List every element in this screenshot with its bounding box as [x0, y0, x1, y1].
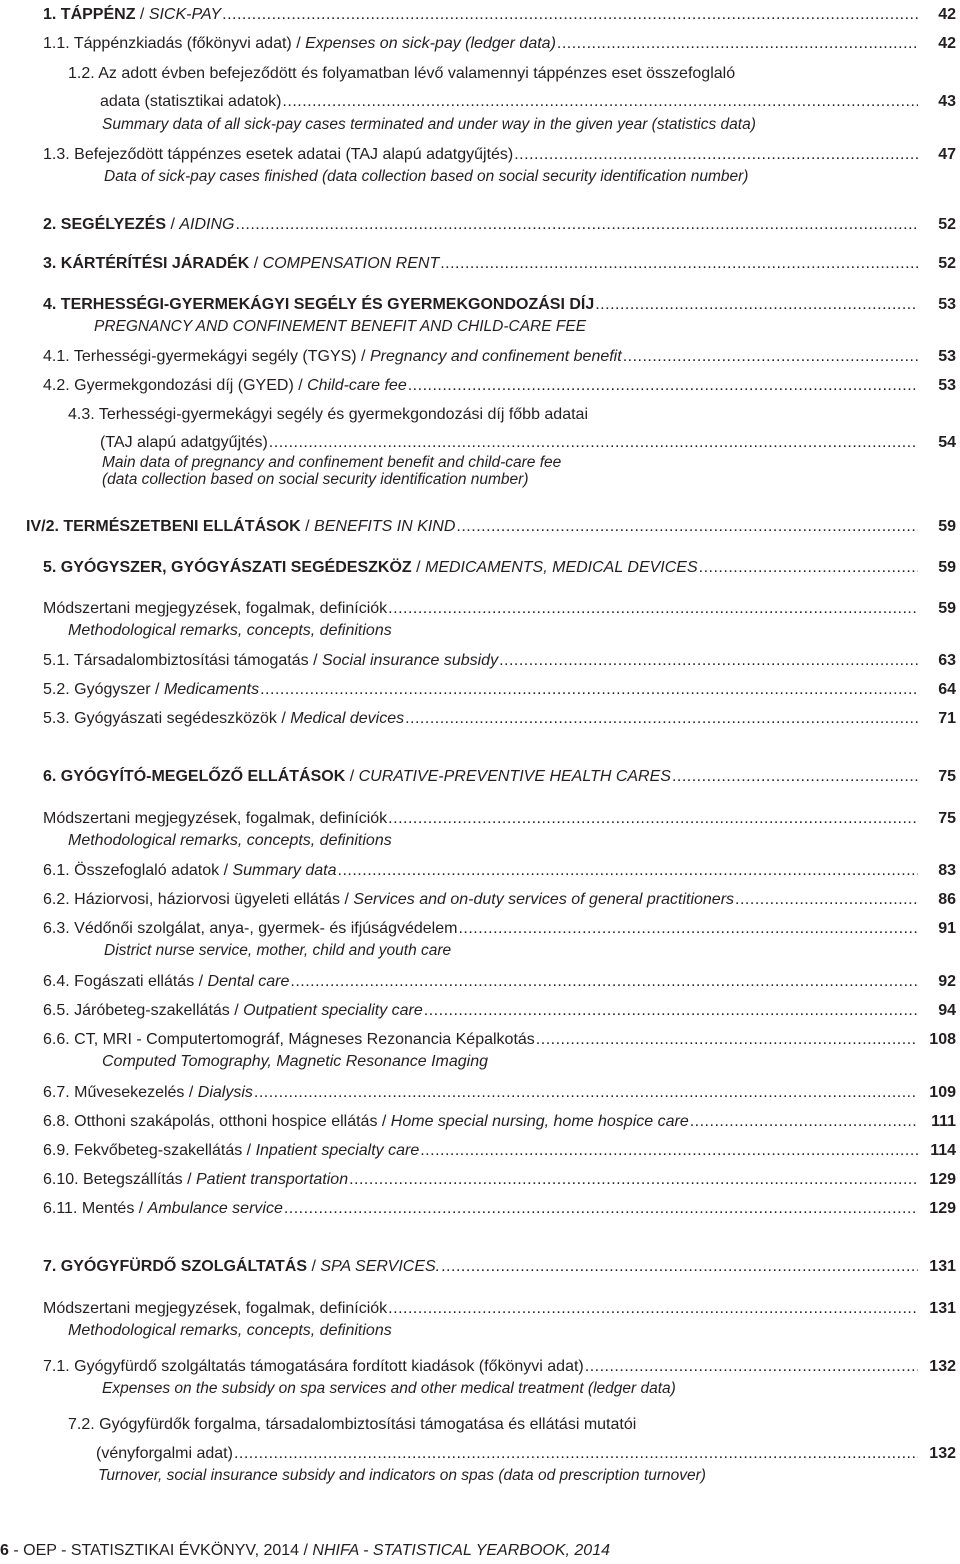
toc-title-en: Inpatient specialty care	[255, 1142, 420, 1159]
toc-page-number: 92	[938, 973, 956, 990]
toc-entry[interactable]: IV/2. TERMÉSZETBENI ELLÁTÁSOK / BENEFITS IN KIND ..... 59	[0, 517, 960, 537]
toc-entry[interactable]: 4.2. Gyermekgondozási díj (GYED) / Child-care fee ..... 53	[0, 376, 960, 396]
toc-title-hu: Mentés	[81, 1200, 135, 1217]
toc-number: 6.1.	[43, 862, 70, 879]
toc-page-number: 75	[938, 768, 956, 785]
toc-page-number: 53	[938, 348, 956, 365]
toc-entry[interactable]	[0, 295, 960, 315]
toc-number: 1.1.	[43, 35, 70, 52]
toc-title-hu: Összefoglaló adatok	[74, 862, 220, 879]
toc-title-en: PREGNANCY AND CONFINEMENT BENEFIT AND CHILD-CARE FEE	[94, 318, 587, 335]
toc-page-number: 109	[929, 1084, 956, 1101]
toc-title-en: Dental care	[207, 973, 290, 990]
toc-page-number: 132	[929, 1445, 956, 1462]
toc-entry-en	[0, 167, 960, 187]
toc-title-hu: Befejeződött táppénzes esetek adatai (TAJ alapú adatgyűjtés)	[74, 146, 514, 163]
toc-entry[interactable]	[0, 1299, 960, 1319]
toc-title-en: Ambulance service	[147, 1200, 283, 1217]
toc-title-hu-cont: (TAJ alapú adatgyűjtés)	[100, 434, 268, 451]
toc-number: 5.	[43, 559, 57, 576]
toc-page-number: 86	[938, 891, 956, 908]
toc-entry-line2[interactable]	[0, 92, 960, 112]
toc-page-number: 111	[931, 1113, 956, 1130]
toc-entry[interactable]: 6.10. Betegszállítás / Patient transportation ..... 129	[0, 1170, 960, 1190]
toc-title-hu: GYÓGYSZER, GYÓGYÁSZATI SEGÉDESZKÖZ	[60, 559, 412, 576]
toc-title-hu: Táppénzkiadás (főkönyvi adat)	[73, 35, 292, 52]
toc-title-hu: Módszertani megjegyzések, fogalmak, definíciók	[43, 1300, 388, 1317]
toc-title-en: Medicaments	[163, 681, 260, 698]
toc-entry-en	[0, 115, 960, 135]
toc-number: 4.2.	[43, 377, 70, 394]
toc-number: 4.	[43, 296, 57, 313]
toc-page-number: 132	[929, 1358, 956, 1375]
toc-entry[interactable]: 2. SEGÉLYEZÉS / AIDING ..... 52	[0, 215, 960, 235]
toc-number: 7.2.	[68, 1416, 95, 1433]
toc-page-number: 47	[938, 146, 956, 163]
toc-number: 6.6.	[43, 1031, 70, 1048]
toc-title-hu: KÁRTÉRÍTÉSI JÁRADÉK	[60, 255, 250, 272]
toc-page-number: 71	[938, 710, 956, 727]
toc-title-en: COMPENSATION RENT	[262, 255, 440, 272]
toc-title-en: Expenses on the subsidy on spa services and other medical treatment (ledger data)	[102, 1380, 676, 1397]
toc-title-hu: Gyógyszer	[74, 681, 151, 698]
toc-title-en: Computed Tomography, Magnetic Resonance Imaging	[102, 1053, 488, 1070]
toc-title-hu: Gyógyfürdő szolgáltatás támogatására fordított kiadások (főkönyvi adat)	[74, 1358, 584, 1375]
toc-title-en: SPA SERVICES.	[320, 1258, 441, 1275]
toc-entry[interactable]: 6.1. Összefoglaló adatok / Summary data ..... 83	[0, 861, 960, 881]
footer-title-hu: OEP - STATISZTIKAI ÉVKÖNYV, 2014	[23, 1542, 300, 1559]
toc-entry[interactable]: 6. GYÓGYÍTÓ-MEGELŐZŐ ELLÁTÁSOK / CURATIVE-PREVENTIVE HEALTH CARES ..... 75	[0, 767, 960, 787]
toc-number: 7.	[43, 1258, 57, 1275]
toc-entry-line1[interactable]	[0, 64, 960, 84]
toc-number: 6.8.	[43, 1113, 70, 1130]
toc-title-hu: Háziorvosi, háziorvosi ügyeleti ellátás	[74, 891, 341, 908]
toc-page-number: 53	[938, 296, 956, 313]
toc-page-number: 108	[929, 1031, 956, 1048]
toc-number: 1.	[43, 6, 57, 23]
toc-page-number: 59	[938, 600, 956, 617]
toc-title-en: Pregnancy and confinement benefit	[369, 348, 622, 365]
toc-entry[interactable]: 6.7. Művesekezelés / Dialysis ..... 109	[0, 1083, 960, 1103]
toc-entry-en	[0, 831, 960, 851]
toc-title-en: Summary data of all sick-pay cases terminated and under way in the given year (statistics data)	[102, 116, 756, 133]
toc-entry[interactable]	[0, 599, 960, 619]
toc-number: 6.4.	[43, 973, 70, 990]
toc-entry[interactable]: 6.8. Otthoni szakápolás, otthoni hospice ellátás / Home special nursing, home hospice care ..... 111	[0, 1112, 960, 1132]
toc-title-en: SICK-PAY	[148, 6, 222, 23]
toc-title-en: Expenses on sick-pay (ledger data)	[305, 35, 556, 52]
toc-title-hu: TÁPPÉNZ	[60, 6, 136, 23]
toc-number: 6.3.	[43, 920, 70, 937]
toc-title-en: Methodological remarks, concepts, definitions	[68, 622, 392, 639]
toc-title-hu: Otthoni szakápolás, otthoni hospice ellátás	[74, 1113, 378, 1130]
toc-title-hu: Művesekezelés	[74, 1084, 185, 1101]
toc-page-number: 129	[929, 1171, 956, 1188]
toc-page-number: 43	[938, 93, 956, 110]
toc-title-en: BENEFITS IN KIND	[314, 518, 456, 535]
toc-entry[interactable]: 6.5. Járóbeteg-szakellátás / Outpatient speciality care ..... 94	[0, 1001, 960, 1021]
toc-title-hu: Járóbeteg-szakellátás	[74, 1002, 230, 1019]
toc-entry[interactable]: 7. GYÓGYFÜRDŐ SZOLGÁLTATÁS / SPA SERVICES. ..... 131	[0, 1257, 960, 1277]
toc-number: 1.3.	[43, 146, 70, 163]
toc-title-en: Methodological remarks, concepts, definitions	[68, 1322, 392, 1339]
toc-entry[interactable]	[0, 145, 960, 165]
toc-entry[interactable]: 3. KÁRTÉRÍTÉSI JÁRADÉK / COMPENSATION RENT ..... 52	[0, 254, 960, 274]
toc-page-number: 129	[929, 1200, 956, 1217]
toc-title-en: Outpatient speciality care	[243, 1002, 423, 1019]
toc-title-en: AIDING	[179, 216, 235, 233]
toc-number: IV/2.	[26, 518, 59, 535]
toc-entry[interactable]: 6.2. Háziorvosi, háziorvosi ügyeleti ellátás / Services and on-duty services of general practitioners ..... 86	[0, 890, 960, 910]
toc-number: 4.1.	[43, 348, 70, 365]
toc-title-en: Data of sick-pay cases finished (data collection based on social security identification number)	[104, 168, 749, 185]
toc-title-en: District nurse service, mother, child and youth care	[104, 942, 452, 959]
toc-number: 6.9.	[43, 1142, 70, 1159]
toc-title-en: Medical devices	[290, 710, 405, 727]
toc-title-hu-cont: adata (statisztikai adatok)	[100, 93, 282, 110]
toc-title-en: Services and on-duty services of general practitioners	[353, 891, 735, 908]
toc-entry[interactable]	[0, 1357, 960, 1377]
toc-entry[interactable]: 4.1. Terhességi-gyermekágyi segély (TGYS) / Pregnancy and confinement benefit ..... 53	[0, 347, 960, 367]
toc-entry[interactable]: 6.11. Mentés / Ambulance service ..... 129	[0, 1199, 960, 1219]
footer-page-number: 6	[0, 1542, 9, 1559]
toc-entry[interactable]: 5.2. Gyógyszer / Medicaments ..... 64	[0, 680, 960, 700]
toc-title-hu: TERHESSÉGI-GYERMEKÁGYI SEGÉLY ÉS GYERMEKGONDOZÁSI DÍJ	[60, 296, 595, 313]
toc-number: 6.2.	[43, 891, 70, 908]
toc-page-number: 52	[938, 216, 956, 233]
toc-title-en-cont: (data collection based on social security identification number)	[102, 471, 529, 488]
toc-page-number: 94	[938, 1002, 956, 1019]
footer-title-en: NHIFA - STATISTICAL YEARBOOK, 2014	[312, 1542, 610, 1559]
toc-title-hu: Fogászati ellátás	[74, 973, 195, 990]
toc-page-number: 54	[938, 434, 956, 451]
toc-page-number: 83	[938, 862, 956, 879]
page-footer: 6 - OEP - STATISZTIKAI ÉVKÖNYV, 2014 / NHIFA - STATISTICAL YEARBOOK, 2014	[0, 1542, 610, 1559]
toc-page-number: 75	[938, 810, 956, 827]
toc-number: 6.7.	[43, 1084, 70, 1101]
toc-number: 1.2.	[68, 65, 95, 82]
toc-title-hu-cont: (vényforgalmi adat)	[96, 1445, 233, 1462]
toc-entry[interactable]: 5.1. Társadalombiztosítási támogatás / Social insurance subsidy ..... 63	[0, 651, 960, 671]
toc-page-number: 131	[929, 1258, 956, 1275]
toc-title-en: Turnover, social insurance subsidy and indicators on spas (data od prescription turnover)	[98, 1467, 706, 1484]
toc-title-hu: Betegszállítás	[83, 1171, 183, 1188]
toc-title-en: Summary data	[232, 862, 337, 879]
toc-number: 7.1.	[43, 1358, 70, 1375]
toc-page-number: 53	[938, 377, 956, 394]
toc-page-number: 63	[938, 652, 956, 669]
toc-title-hu: GYÓGYÍTÓ-MEGELŐZŐ ELLÁTÁSOK	[60, 768, 346, 785]
toc-entry-line1[interactable]	[0, 1415, 960, 1435]
toc-entry[interactable]	[0, 809, 960, 829]
toc-title-en: Main data of pregnancy and confinement benefit and child-care fee	[102, 454, 562, 471]
toc-page-number: 59	[938, 559, 956, 576]
toc-entry-line2[interactable]	[0, 433, 960, 453]
toc-entry[interactable]: 6.9. Fekvőbeteg-szakellátás / Inpatient specialty care ..... 114	[0, 1141, 960, 1161]
toc-title-hu: TERMÉSZETBENI ELLÁTÁSOK	[63, 518, 301, 535]
toc-entry[interactable]	[0, 919, 960, 939]
toc-title-hu: Az adott évben befejeződött és folyamatban lévő valamennyi táppénzes eset összefoglaló	[98, 65, 736, 82]
toc-number: 5.2.	[43, 681, 70, 698]
toc-entry-line1[interactable]	[0, 405, 960, 425]
toc-entry[interactable]: 5. GYÓGYSZER, GYÓGYÁSZATI SEGÉDESZKÖZ / MEDICAMENTS, MEDICAL DEVICES ..... 59	[0, 558, 960, 578]
toc-number: 5.1.	[43, 652, 70, 669]
toc-number: 6.10.	[43, 1171, 79, 1188]
toc-title-en: CURATIVE-PREVENTIVE HEALTH CARES	[358, 768, 671, 785]
toc-entry-en	[0, 621, 960, 641]
toc-entry[interactable]: 1.1. Táppénzkiadás (főkönyvi adat) / Expenses on sick-pay (ledger data) ..... 42	[0, 34, 960, 54]
toc-page-number: 59	[938, 518, 956, 535]
toc-page-number: 42	[938, 6, 956, 23]
toc-entry[interactable]: 5.3. Gyógyászati segédeszközök / Medical devices ..... 71	[0, 709, 960, 729]
toc-title-hu: Védőnői szolgálat, anya-, gyermek- és ifjúságvédelem	[74, 920, 458, 937]
toc-entry-en	[0, 1052, 960, 1072]
toc-title-en: Social insurance subsidy	[321, 652, 499, 669]
toc-entry-en	[0, 941, 960, 961]
toc-title-en: Child-care fee	[307, 377, 407, 394]
toc-title-hu: Terhességi-gyermekágyi segély (TGYS)	[73, 348, 357, 365]
toc-entry-en	[0, 470, 960, 490]
toc-entry[interactable]: 6.4. Fogászati ellátás / Dental care ..... 92	[0, 972, 960, 992]
toc-entry-en	[0, 1321, 960, 1341]
toc-title-hu: CT, MRI - Computertomográf, Mágneses Rezonancia Képalkotás	[74, 1031, 535, 1048]
toc-page-number: 64	[938, 681, 956, 698]
toc-page-number: 131	[929, 1300, 956, 1317]
toc-title-hu: Gyógyfürdők forgalma, társadalombiztosítási támogatása és ellátási mutatói	[99, 1416, 637, 1433]
toc-entry[interactable]	[0, 1030, 960, 1050]
toc-entry-en	[0, 1466, 960, 1486]
toc-page-number: 52	[938, 255, 956, 272]
toc-title-en: Methodological remarks, concepts, definitions	[68, 832, 392, 849]
toc-title-hu: Gyermekgondozási díj (GYED)	[74, 377, 294, 394]
toc-entry-en	[0, 1379, 960, 1399]
toc-title-hu: GYÓGYFÜRDŐ SZOLGÁLTATÁS	[60, 1258, 308, 1275]
toc-page-number: 42	[938, 35, 956, 52]
toc-number: 5.3.	[43, 710, 70, 727]
toc-number: 2.	[43, 216, 57, 233]
toc-entry-line2[interactable]	[0, 1444, 960, 1464]
toc-title-hu: Terhességi-gyermekágyi segély és gyermekgondozási díj főbb adatai	[98, 406, 588, 423]
toc-title-hu: Módszertani megjegyzések, fogalmak, definíciók	[43, 810, 388, 827]
toc-title-en: MEDICAMENTS, MEDICAL DEVICES	[425, 559, 698, 576]
toc-number: 6.5.	[43, 1002, 70, 1019]
toc-entry[interactable]: 1. TÁPPÉNZ / SICK-PAY ..... 42	[0, 5, 960, 25]
toc-title-hu: Módszertani megjegyzések, fogalmak, definíciók	[43, 600, 388, 617]
toc-number: 6.11.	[43, 1200, 78, 1217]
toc-number: 4.3.	[68, 406, 95, 423]
toc-title-en: Home special nursing, home hospice care	[390, 1113, 689, 1130]
toc-title-en: Patient transportation	[196, 1171, 349, 1188]
toc-page-number: 91	[938, 920, 956, 937]
toc-entry-en	[0, 317, 960, 337]
toc-number: 6.	[43, 768, 57, 785]
toc-title-hu: SEGÉLYEZÉS	[60, 216, 167, 233]
toc-title-hu: Társadalombiztosítási támogatás	[73, 652, 309, 669]
toc-title-hu: Gyógyászati segédeszközök	[74, 710, 277, 727]
toc-title-en: Dialysis	[197, 1084, 253, 1101]
toc-page-number: 114	[930, 1142, 956, 1159]
toc-title-hu: Fekvőbeteg-szakellátás	[74, 1142, 243, 1159]
toc-number: 3.	[43, 255, 57, 272]
